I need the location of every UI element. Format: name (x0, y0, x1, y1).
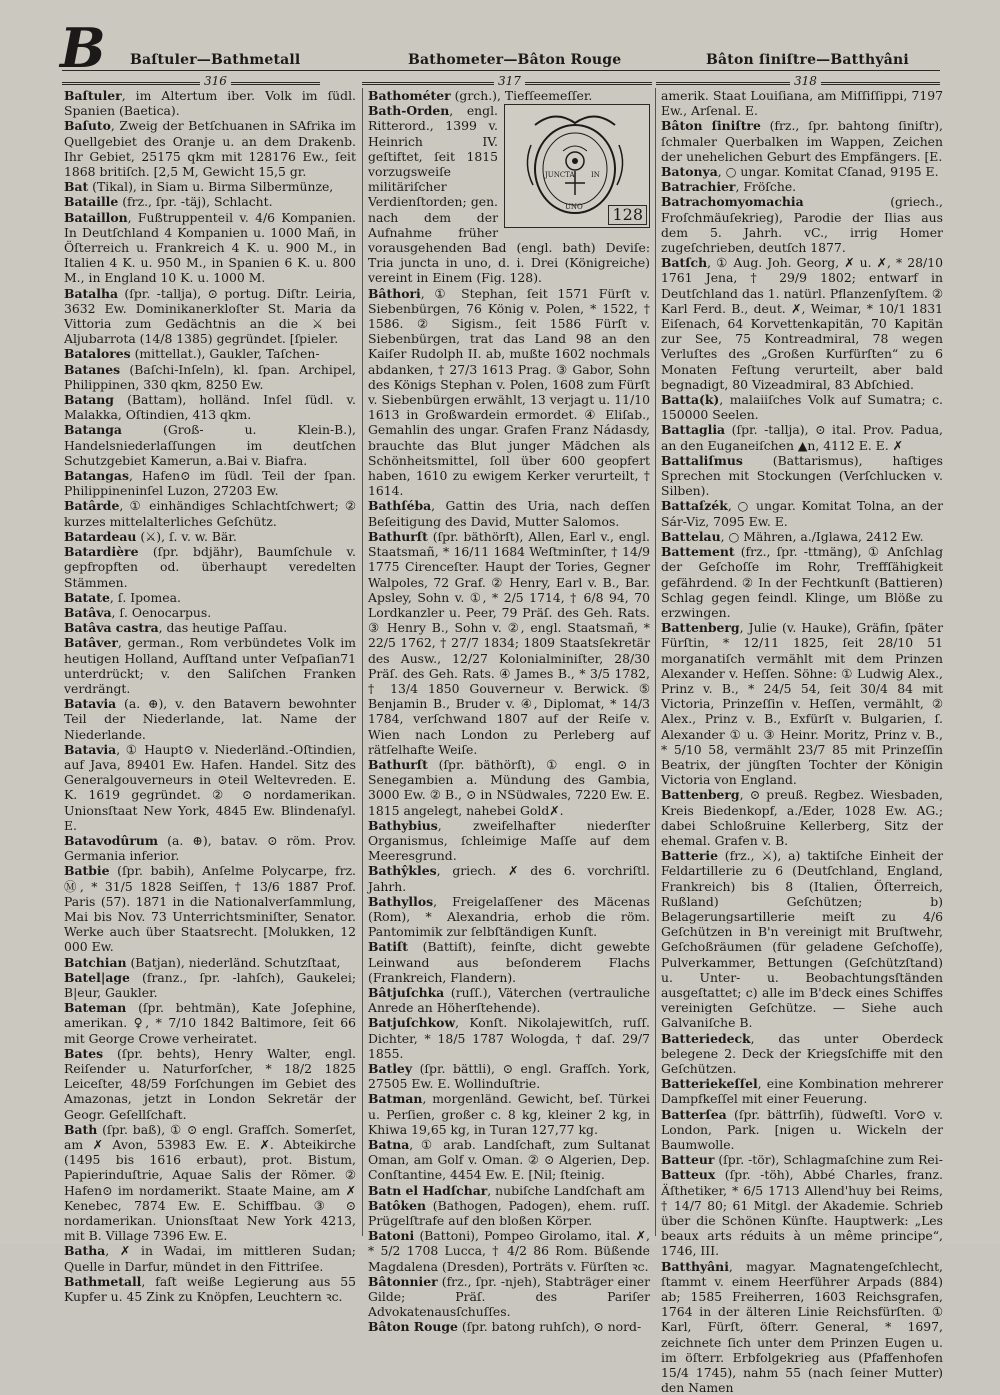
entry-headword: Bâtonnier (368, 1273, 438, 1289)
entry-headword: Batôken (368, 1197, 426, 1213)
dictionary-entry (64, 362, 356, 392)
dictionary-entry (661, 179, 943, 194)
dictionary-entry (64, 498, 356, 528)
dictionary-entry (64, 422, 356, 468)
dictionary-entry (368, 1091, 650, 1137)
dictionary-entry (64, 620, 356, 635)
dictionary-entry (64, 529, 356, 544)
entry-definition: (grch.), Tiefſeemeſſer. (450, 88, 593, 103)
dictionary-entry (368, 286, 650, 499)
dictionary-entry (64, 1243, 356, 1273)
entry-headword: Batâva castra (64, 620, 159, 636)
entry-headword: Batavia (64, 741, 117, 757)
entry-headword: Bathurſt (368, 756, 428, 772)
entry-definition: (ruſſ.), Väterchen (vertrauliche Anrede an Höherſtehende). (368, 984, 650, 1016)
entry-definition: , Gattin des Uria, nach deſſen Beſeitigung des David, Mutter Salomos. (368, 498, 650, 529)
entry-headword: Batteriekeſſel (661, 1076, 758, 1092)
dictionary-entry (661, 544, 943, 620)
dictionary-entry (64, 590, 356, 605)
entry-definition: , das unter Oberdeck belegene 2. Deck der Kriegsſchiffe mit den Geſchützen. (661, 1030, 943, 1076)
entry-definition: (Battam), holländ. Inſel ſüdl. v. Malakka, Oſtindien, 413 qkm. (64, 392, 356, 423)
entry-headword: Baſtuler (64, 88, 122, 103)
entry-headword: Battaglia (661, 422, 726, 438)
entry-definition: , engl. Ritterord., 1399 v. Heinrich IV. geſtiftet, ſeit 1815 vorzugsweiſe militäriſcher Verdienſtorden; gen. nach dem der Aufnahme früher vorausgehenden Bad (engl. bath) Deviſe: Tria juncta in uno, d. i. Drei (Königreiche) vereint in Einem (Fig. 128). (368, 103, 650, 286)
dictionary-entry (368, 88, 650, 103)
entry-definition: (ſpr. -töh), Abbé Charles, franz. Äſthetiker, * 6/5 1713 Allend'huy bei Reims, † 14/7 80; 61 Mitgl. der Akademie. Schrieb über die Schönen Künſte. Hauptwerk: „Les beaux arts réduits à un même principe“, 1746, III. (661, 1167, 943, 1259)
center-running-head: Bathometer—Bâton Rouge (408, 52, 622, 68)
entry-headword: Batbie (64, 863, 110, 879)
dictionary-entry (64, 118, 356, 179)
entry-definition: (ſpr. -tallja), ⊙ ital. Prov. Padua, an den Euganeiſchen ▲n, 4112 E. E. ✗ (661, 422, 943, 453)
dictionary-entry (64, 468, 356, 498)
entry-definition: (mittellat.), Gaukler, Taſchen- (130, 346, 320, 362)
entry-headword: Batardeau (64, 528, 137, 544)
entry-headword: Batâver (64, 635, 118, 651)
entry-definition: , Fußtruppenteil v. 4/6 Kompanien. In Deutſchland 4 Kompanien u. 1000 Mañ, in Öſterreich u. Frankreich 4 K. u. 900 M., in Italien 4 K. u. 950 M., in Spanien 6 K. u. 800 M., in England 10 K. u. 1000 M. (64, 209, 356, 286)
entry-headword: Batteux (661, 1167, 716, 1183)
entry-definition: , Konſt. Nikolajewitſch, ruſſ. Dichter, * 18/5 1787 Wologda, † daſ. 29/7 1855. (368, 1015, 650, 1061)
entry-definition: , ① Haupt⊙ v. Niederländ.-Oſtindien, auf Java, 89401 Ew. Hafen. Handel. Sitz des Generalgouverneurs in ⊙teil Weltevreden. E. K. 1619 gegründet. ② ⊙ nordamerikan. Unionsſtaat New York, 4845 Ew. Blindenaſyl. E. (64, 741, 356, 833)
dictionary-entry (64, 605, 356, 620)
dictionary-entry (368, 1228, 650, 1274)
entry-headword: Batthyâni (661, 1258, 729, 1274)
entry-headword: Battaſzék (661, 498, 728, 514)
entry-definition: , ① einhändiges Schlachtſchwert; ② kurzes mittelalterliches Geſchütz. (64, 498, 356, 529)
dictionary-entry (64, 210, 356, 286)
dictionary-entry (661, 620, 943, 787)
entry-headword: Batate (64, 589, 110, 605)
dictionary-entry (661, 194, 943, 255)
dictionary-entry (368, 1274, 650, 1320)
entry-headword: Batta(k) (661, 392, 720, 408)
dictionary-entry (368, 818, 650, 864)
entry-headword: Batiſt (368, 939, 408, 955)
entry-definition: (a. ⊕), v. den Batavern bewohnter Teil der Niederlande, lat. Name der Niederlande. (64, 696, 356, 742)
dictionary-entry (368, 1319, 650, 1334)
dictionary-entry (368, 1137, 650, 1183)
dictionary-entry (661, 1076, 943, 1106)
entry-definition: , ○ Mähren, a./Iglawa, 2412 Ew. (720, 528, 924, 544)
dictionary-entry (64, 346, 356, 361)
entry-headword: Batman (368, 1091, 423, 1107)
dictionary-entry (64, 955, 356, 970)
page-number-left: 316 (200, 74, 231, 88)
entry-definition: (Bathogen, Padogen), ehem. ruſſ. Prügelſtrafe auf den bloßen Körper. (368, 1197, 650, 1229)
dictionary-entry (64, 970, 356, 1000)
entry-headword: Batanga (64, 422, 122, 438)
entry-definition: (frz., ſpr. bahtong ſiniſtr), ſchmaler Querbalken im Wappen, Zeichen der unehelichen Geburt des Empfängers. [E. (661, 118, 943, 164)
entry-definition: , ſ. Ipomea. (109, 589, 181, 605)
entry-headword: Bâton Rouge (368, 1319, 458, 1335)
entry-definition: , zweifelhafter niederſter Organismus, ſchleimige Maſſe auf dem Meeresgrund. (368, 817, 650, 864)
column-divider-2 (655, 88, 656, 1236)
entry-headword: Batâva (64, 604, 112, 620)
dictionary-entry (64, 863, 356, 954)
entry-headword: Bâtjuſchka (368, 984, 445, 1000)
dictionary-entry (64, 88, 356, 118)
entry-headword: Battement (661, 544, 735, 560)
svg-text:IN: IN (591, 171, 600, 180)
entry-definition: (ſpr. bättli), ⊙ engl. Grafſch. York, 27505 Ew. E. Wollinduſtrie. (368, 1061, 650, 1092)
dictionary-entry (661, 529, 943, 544)
dictionary-entry (64, 1274, 356, 1304)
entry-headword: Bathyllos (368, 893, 434, 909)
dictionary-entry (64, 1046, 356, 1122)
entry-definition: (⚔), ſ. v. w. Bär. (136, 528, 237, 544)
column-left (64, 88, 356, 1305)
header-thin-rule (62, 70, 940, 71)
entry-headword: Battelau (661, 528, 721, 544)
entry-definition: , ○ ungar. Komitat Cſanad, 9195 E. (717, 164, 939, 180)
dictionary-entry (661, 88, 943, 118)
entry-definition: , Julie (v. Hauke), Gräfin, ſpäter Fürſtin, * 12/11 1825, ſeit 28/10 51 morganatiſch vermählt mit dem Prinzen Alexander v. Heſſen. Söhne: ① Ludwig Alex., Prinz v. B., * 24/5 54, ſeit 30/4 84 mit Victoria, Prinzeſſin v. Heſſen, vermählt, ② Alex., Prinz v. B., Exfürſt v. Bulgarien, ſ. Alexander ① u. ③ Heinr. Moritz, Prinz v. B., * 5/10 58, vermählt 23/7 85 mit Prinzeſſin Beatrix, der jüngſten Tochter der Königin Victoria von England. (661, 620, 943, 788)
entry-headword: Batterie (661, 848, 718, 864)
entry-definition: (Baſchi-Inſeln), kl. ſpan. Archipel, Philippinen, 330 qkm, 8250 Ew. (64, 361, 356, 392)
dictionary-entry (661, 498, 943, 528)
entry-headword: Batteriedeck (661, 1030, 751, 1046)
dictionary-entry (64, 1000, 356, 1046)
entry-headword: Battenberg (661, 787, 740, 803)
entry-headword: Bat (64, 179, 89, 195)
entry-definition: , Hafen⊙ im ſüdl. Teil der ſpan. Philippineninſel Luzon, 27203 Ew. (64, 468, 356, 499)
entry-headword: Batavodûrum (64, 832, 159, 848)
entry-definition: (ſpr. bäthörſt), Allen, Earl v., engl. Staatsmañ, * 16/11 1684 Weſtminſter, † 14/9 1775 Cirenceſter. Haupt der Tories, Gegner Walpoles, 72 Graf. ② Henry, Earl v. B., Bar. Apsley, Sohn v. ①, * 2/5 1714, † 6/8 94, 70 Lordkanzler u. Peer, 79 Präſ. des Geh. Rats. ③ Henry B., Sohn v. ②, engl. Staatsmañ, * 22/5 1762, † 27/7 1834; 1809 Staatsſekretär des Ausw., 12/27 Kolonialminiſter, 28/30 Präſ. des Geh. Rats. ④ James B., * 3/5 1782, † 13/4 1850 Gouverneur v. Berwick. ⑤ Benjamin B., Bruder v. ④, Diplomat, * 14/3 1784, verſchwand 1807 auf der Reiſe v. Wien nach London zu Perleberg auf rätſelhafte Weiſe. (368, 528, 650, 757)
entry-definition: (Tikal), in Siam u. Birma Silbermünze, (88, 179, 334, 195)
dictionary-entry (661, 1031, 943, 1077)
dictionary-entry (661, 1152, 943, 1167)
dictionary-entry (64, 544, 356, 590)
dictionary-entry (64, 742, 356, 833)
entry-definition: (Groß- u. Klein-B.), Handelsniederlaſſungen im deutſchen Schutzgebiet Kamerun, a.Bai v. Biafra. (64, 422, 356, 468)
entry-headword: Batangas (64, 468, 129, 484)
entry-definition: (frz., ſpr. -ttmäng), ① Anſchlag der Geſchoſſe im Rohr, Treffſähigkeit gefährdend. ② In der Fechtkunſt (Battieren) Schlag gegen feindl. Klinge, um Blöße zu erzwingen. (661, 544, 943, 620)
dictionary-entry (661, 164, 943, 179)
page-number-right: 318 (790, 74, 821, 88)
entry-headword: Bathŷkles (368, 863, 437, 879)
dictionary-entry (661, 848, 943, 1030)
bath-order-emblem-figure (504, 104, 650, 228)
entry-definition: (Batjan), niederländ. Schutzſtaat, (126, 954, 341, 970)
entry-headword: Batrachier (661, 179, 736, 195)
entry-definition: (a. ⊕), batav. ⊙ röm. Prov. Germania inferior. (64, 832, 356, 864)
entry-definition: , das heutige Paſſau. (158, 620, 288, 636)
svg-text:UNO: UNO (565, 203, 583, 212)
entry-definition: (ſpr. -tör), Schlagmaſchine zum Rei- (714, 1152, 943, 1168)
entry-definition: , Fröſche. (735, 179, 797, 195)
dictionary-entry (368, 1198, 650, 1228)
entry-headword: Batteur (661, 1152, 715, 1168)
entry-headword: Batonya (661, 164, 718, 180)
entry-headword: Baſuto (64, 118, 111, 134)
entry-headword: Batley (368, 1061, 413, 1076)
entry-headword: Bath (64, 1121, 98, 1137)
dictionary-entry (64, 392, 356, 422)
entry-headword: Batalha (64, 285, 118, 301)
entry-headword: Batanes (64, 361, 121, 377)
entry-definition: (ſpr. babih), Anſelme Polycarpe, frz. Ⓜ, * 31/5 1828 Seiſſen, † 13/6 1887 Prof. Paris (57). 1871 in die Nationalverſammlung, Mai bis Nov. 73 Unterrichtsminiſter, Senator. Werke auch über Staatsrecht. [Molukken, 12 000 Ew. (64, 863, 356, 955)
dictionary-entry (661, 453, 943, 499)
dictionary-entry (661, 1259, 943, 1395)
figure-number: 128 (608, 205, 647, 225)
dictionary-entry (661, 1107, 943, 1153)
dictionary-entry (368, 1061, 650, 1091)
dictionary-entry (64, 179, 356, 194)
dictionary-entry (64, 635, 356, 696)
section-letter: B (60, 16, 106, 80)
entry-headword: Bathybius (368, 817, 438, 833)
entry-definition: , ⊙ preuß. Regbez. Wiesbaden, Kreis Biedenkopf, a./Eder, 1028 Ew. AG.; dabei Schloßruine Kellerberg, Sitz der ehemal. Grafen v. B. (661, 787, 943, 848)
entry-headword: Battaliſmus (661, 452, 743, 468)
dictionary-entry (368, 863, 650, 893)
dictionary-entry (661, 1167, 943, 1258)
entry-definition: (frz., ſpr. -njeh), Stabträger einer Gilde; Präſ. des Pariſer Advokatenausſchuſſes. (368, 1273, 650, 1320)
entry-definition: (frz., ⚔), a) taktiſche Einheit der Feldartillerie zu 6 (Deutſchland, England, Frankreich) bis 8 (Italien, Öſterreich, Rußland) Geſchützen; b) Belagerungsartillerie meiſt zu 4/6 Geſchützen in B'n vereinigt mit Bruſtwehr, Geſchoßräumen (für geladene Geſchoſſe), Pulverkammer, Bettungen (Geſchützſtand) u. Unter- u. Beobachtungsſtänden ausgeſtattet; c) alle im B'deck eines Schiffes vereinigten Geſchütze. — Siehe auch Galvaniſche B. (661, 848, 943, 1031)
entry-definition: , ① Aug. Joh. Georg, ✗ u. ✗, * 28/10 1761 Jena, † 29/9 1802; entwarf in Deutſchland das 1. natürl. Pflanzenſyſtem. ② Karl Ferd. B., deut. ✗, Weimar, * 10/1 1831 Eiſenach, 64 Korvettenkapitän, 70 Kapitän zur See, 75 Kontreadmiral, 78 wegen Verluſtes des „Großen Kurfürſten“ zu 6 Monaten Feſtung verurteilt, aber bald begnadigt, 80 Vizeadmiral, 83 Abſchied. (661, 255, 943, 392)
dictionary-entry (661, 787, 943, 848)
dictionary-entry (64, 286, 356, 347)
page-rule-left (62, 82, 320, 85)
dictionary-entry (368, 757, 650, 818)
entry-headword: Batha (64, 1243, 106, 1259)
entry-definition: , ○ ungar. Komitat Tolna, an der Sár-Viz, 7095 Ew. E. (661, 498, 943, 529)
entry-headword: Bâthori (368, 285, 421, 301)
entry-headword: Batna (368, 1137, 410, 1153)
left-running-head: Baſtuler—Bathmetall (130, 52, 301, 68)
entry-definition: (ſpr. batong ruhſch), ⊙ nord- (457, 1319, 642, 1335)
entry-definition: (Battoni), Pompeo Girolamo, ital. ✗, * 5/2 1708 Lucca, † 4/2 86 Rom. Büßende Magdalena (Dresden), Porträts v. Fürſten ꝛc. (368, 1228, 650, 1274)
page-number-center: 317 (494, 74, 525, 88)
entry-headword: Batſch (661, 255, 708, 271)
entry-definition: , eine Kombination mehrerer Dampfkeſſel mit einer Feuerung. (661, 1076, 943, 1107)
dictionary-entry (368, 894, 650, 940)
entry-definition: , ✗ in Wadai, im mittleren Sudan; Quelle in Darfur, mündet in den Fittriſee. (64, 1243, 356, 1274)
entry-headword: Batang (64, 392, 114, 408)
dictionary-entry (661, 255, 943, 392)
entry-definition: , ſ. Oenocarpus. (111, 604, 212, 620)
column-right (661, 88, 943, 1395)
entry-definition: , faſt weiße Legierung aus 55 Kupfer u. 45 Zink zu Knöpfen, Leuchtern ꝛc. (64, 1273, 356, 1305)
dictionary-entry (64, 1122, 356, 1244)
column-center (368, 88, 650, 1335)
dictionary-entry (661, 118, 943, 164)
dictionary-entry (368, 939, 650, 985)
entry-definition: , Zweig der Betſchuanen in SAfrika im Quellgebiet des Oranje u. an dem Drakenb. Ihr Gebiet, 25175 qkm mit 128176 Ew., ſeit 1868 britiſch. [2,5 M, Gewicht 15,5 gr. (64, 118, 356, 180)
entry-definition: (Battiſt), feinſte, dicht gewebte Leinwand aus beſonderem Flachs (Frankreich, Flandern). (368, 939, 650, 985)
entry-definition: , im Altertum iber. Volk im ſüdl. Spanien (Baetica). (64, 88, 356, 119)
entry-definition: (franz., ſpr. -lahſch), Gaukelei; B|eur, Gaukler. (64, 969, 356, 1000)
dictionary-entry (661, 392, 943, 422)
entry-definition: , nubiſche Landſchaft am (487, 1182, 645, 1198)
right-running-head: Bâton ſiniſtre—Batthyâni (706, 52, 909, 68)
entry-headword: Batrachomyomachia (661, 194, 804, 210)
dictionary-entry (64, 696, 356, 742)
entry-headword: Batardière (64, 544, 139, 560)
entry-definition: (ſpr. bättrſih), ſüdweſtl. Vor⊙ v. London, Park. [nigen u. Wickeln der Baumwolle. (661, 1106, 943, 1153)
dictionary-entry (368, 1183, 650, 1198)
dictionary-entry (368, 1015, 650, 1061)
dictionary-entry (368, 985, 650, 1015)
entry-headword: Bataille (64, 194, 119, 210)
entry-definition: , morgenländ. Gewicht, beſ. Türkei u. Perſien, großer c. 8 kg, kleiner 2 kg, in Khiwa 19,65 kg, in Turan 127,77 kg. (368, 1091, 650, 1137)
entry-headword: Batavia (64, 696, 117, 712)
entry-definition: (ſpr. -tallja), ⊙ portug. Diſtr. Leiria, 3632 Ew. Dominikanerkloſter St. Maria da Vittoria zum Gedächtnis an die ⚔ bei Aljubarrota (14/8 1385) gegründet. [ſpieler. (64, 285, 356, 347)
column-divider-1 (362, 88, 363, 1236)
entry-headword: Battenberg (661, 620, 740, 636)
dictionary-entry (64, 833, 356, 863)
entry-headword: Bathſéba (368, 498, 432, 514)
entry-definition: (ſpr. behts), Henry Walter, engl. Reiſender u. Naturforſcher, * 18/2 1825 Leiceſter, 48/59 Forſchungen im Gebiet des Amazonas, jetzt in London Sekretär der Geogr. Geſellſchaft. (64, 1045, 356, 1122)
entry-definition: amerik. Staat Louiſiana, am Miſſiſſippi, 7197 Ew., Arſenal. E. (661, 88, 943, 119)
svg-text:JUNCTA: JUNCTA (545, 171, 575, 180)
entry-headword: Bath-Orden (368, 103, 450, 119)
entry-headword: Bathurſt (368, 528, 428, 544)
entry-headword: Batalores (64, 346, 131, 362)
entry-headword: Batârde (64, 498, 120, 514)
entry-headword: Batoni (368, 1228, 415, 1244)
entry-headword: Bâton ſiniſtre (661, 118, 761, 134)
entry-definition: (ſpr. bäthörſt), ① engl. ⊙ in Senegambien a. Mündung des Gambia, 3000 Ew. ② B., ⊙ in NSüdwales, 7220 Ew. E. 1815 angelegt, nahebei Gold✗. (368, 756, 650, 818)
entry-headword: Batchian (64, 954, 127, 970)
entry-definition: , ① Stephan, ſeit 1571 Fürſt v. Siebenbürgen, 76 König v. Polen, * 1522, † 1586. ② Sigism., ſeit 1586 Fürſt v. Siebenbürgen, trat das Land 98 an den Kaiſer Rudolph II. ab, mußte 1602 nochmals abdanken, † 27/3 1613 Prag. ③ Gabor, Sohn des Königs Stephan v. Polen, 1608 zum Fürſt v. Siebenbürgen erwählt, 13 verjagt u. 11/10 1613 in Großwardein ermordet. ④ Eliſab., Gemahlin des ungar. Grafen Franz Nádasdy, brauchte das Blut junger Mädchen als Schönheitsmittel, ſoll über 600 geopfert haben, 1610 zu ewigem Kerker verurteilt, † 1614. (368, 285, 650, 499)
entry-headword: Batjuſchkow (368, 1015, 456, 1031)
entry-headword: Bathométer (368, 88, 451, 103)
dictionary-entry (368, 498, 650, 528)
entry-headword: Bates (64, 1045, 104, 1061)
entry-definition: , magyar. Magnatengeſchlecht, ſtammt v. einem Heerführer Arpads (884) ab; 1585 Freiherren, 1603 Reichsgrafen, 1764 in der älteren Linie Reichsfürſten. ① Karl, Fürſt, öſterr. General, * 1697, zeichnete ſich unter dem Prinzen Eugen u. im öſterr. Erbfolgekrieg aus (Pfaffenhofen 15/4 1745), nahm 55 (nach ſeiner Mutter) den Namen (661, 1258, 943, 1395)
entry-definition: (ſpr. bdjähr), Baumſchule v. gepfropften od. überhaupt veredelten Stämmen. (64, 544, 356, 590)
entry-definition: (ſpr. baß), ① ⊙ engl. Grafſch. Somerſet, am ✗ Avon, 53983 Ew. E. ✗. Abteikirche (1495 bis 1616 erbaut), prot. Bistum, Papierinduſtrie, Aquae Salis der Römer. ② Hafen⊙ im nordamerikt. Staate Maine, am ✗ Kenebec, 7874 Ew. E. Schiffbau. ③ ⊙ nordamerikan. Unionsſtaat New York 4213, mit B. Village 7396 Ew. E. (64, 1121, 356, 1244)
entry-definition: , german., Rom verbündetes Volk im heutigen Holland, Aufſtand unter Veſpaſian71 unterdrückt; v. den Saliſchen Franken verdrängt. (64, 635, 356, 696)
dictionary-entry (368, 529, 650, 757)
entry-definition: , Freigelaſſener des Mäcenas (Rom), * Alexandria, erhob die röm. Pantomimik zur ſelbſtändigen Kunſt. (368, 893, 650, 940)
entry-definition: (ſpr. behtmän), Kate Joſephine, amerikan. ♀, * 7/10 1842 Baltimore, ſeit 66 mit George Crowe verheiratet. (64, 1000, 356, 1046)
entry-definition: (Battarismus), haſtiges Sprechen mit Stockungen (Verſchlucken v. Silben). (661, 452, 943, 499)
entry-definition: (frz., ſpr. -täj), Schlacht. (118, 194, 273, 210)
entry-headword: Batn el Hadſchar (368, 1182, 488, 1198)
entry-headword: Bathmetall (64, 1273, 142, 1289)
entry-definition: (griech., Froſchmäuſekrieg), Parodie der Ilias aus dem 5. Jahrh. vC., irrig Homer zugeſchrieben, deutſch 1877. (661, 194, 943, 256)
dictionary-entry (368, 103, 650, 285)
entry-definition: , griech. ✗ des 6. vorchriſtl. Jahrh. (368, 863, 650, 894)
entry-definition: , ① arab. Landſchaft, zum Sultanat Oman, am Golf v. Oman. ② ⊙ Algerien, Dep. Conſtantine, 4454 Ew. E. [Nil; ſteinig. (368, 1137, 650, 1183)
entry-definition: , malaiiſches Volk auf Sumatra; c. 150000 Seelen. (661, 392, 943, 423)
entry-headword: Bataillon (64, 209, 128, 225)
entry-headword: Bateman (64, 1000, 127, 1016)
entry-headword: Batterſea (661, 1106, 727, 1122)
entry-headword: Batel|age (64, 969, 130, 985)
dictionary-entry (64, 194, 356, 209)
dictionary-entry (661, 422, 943, 452)
